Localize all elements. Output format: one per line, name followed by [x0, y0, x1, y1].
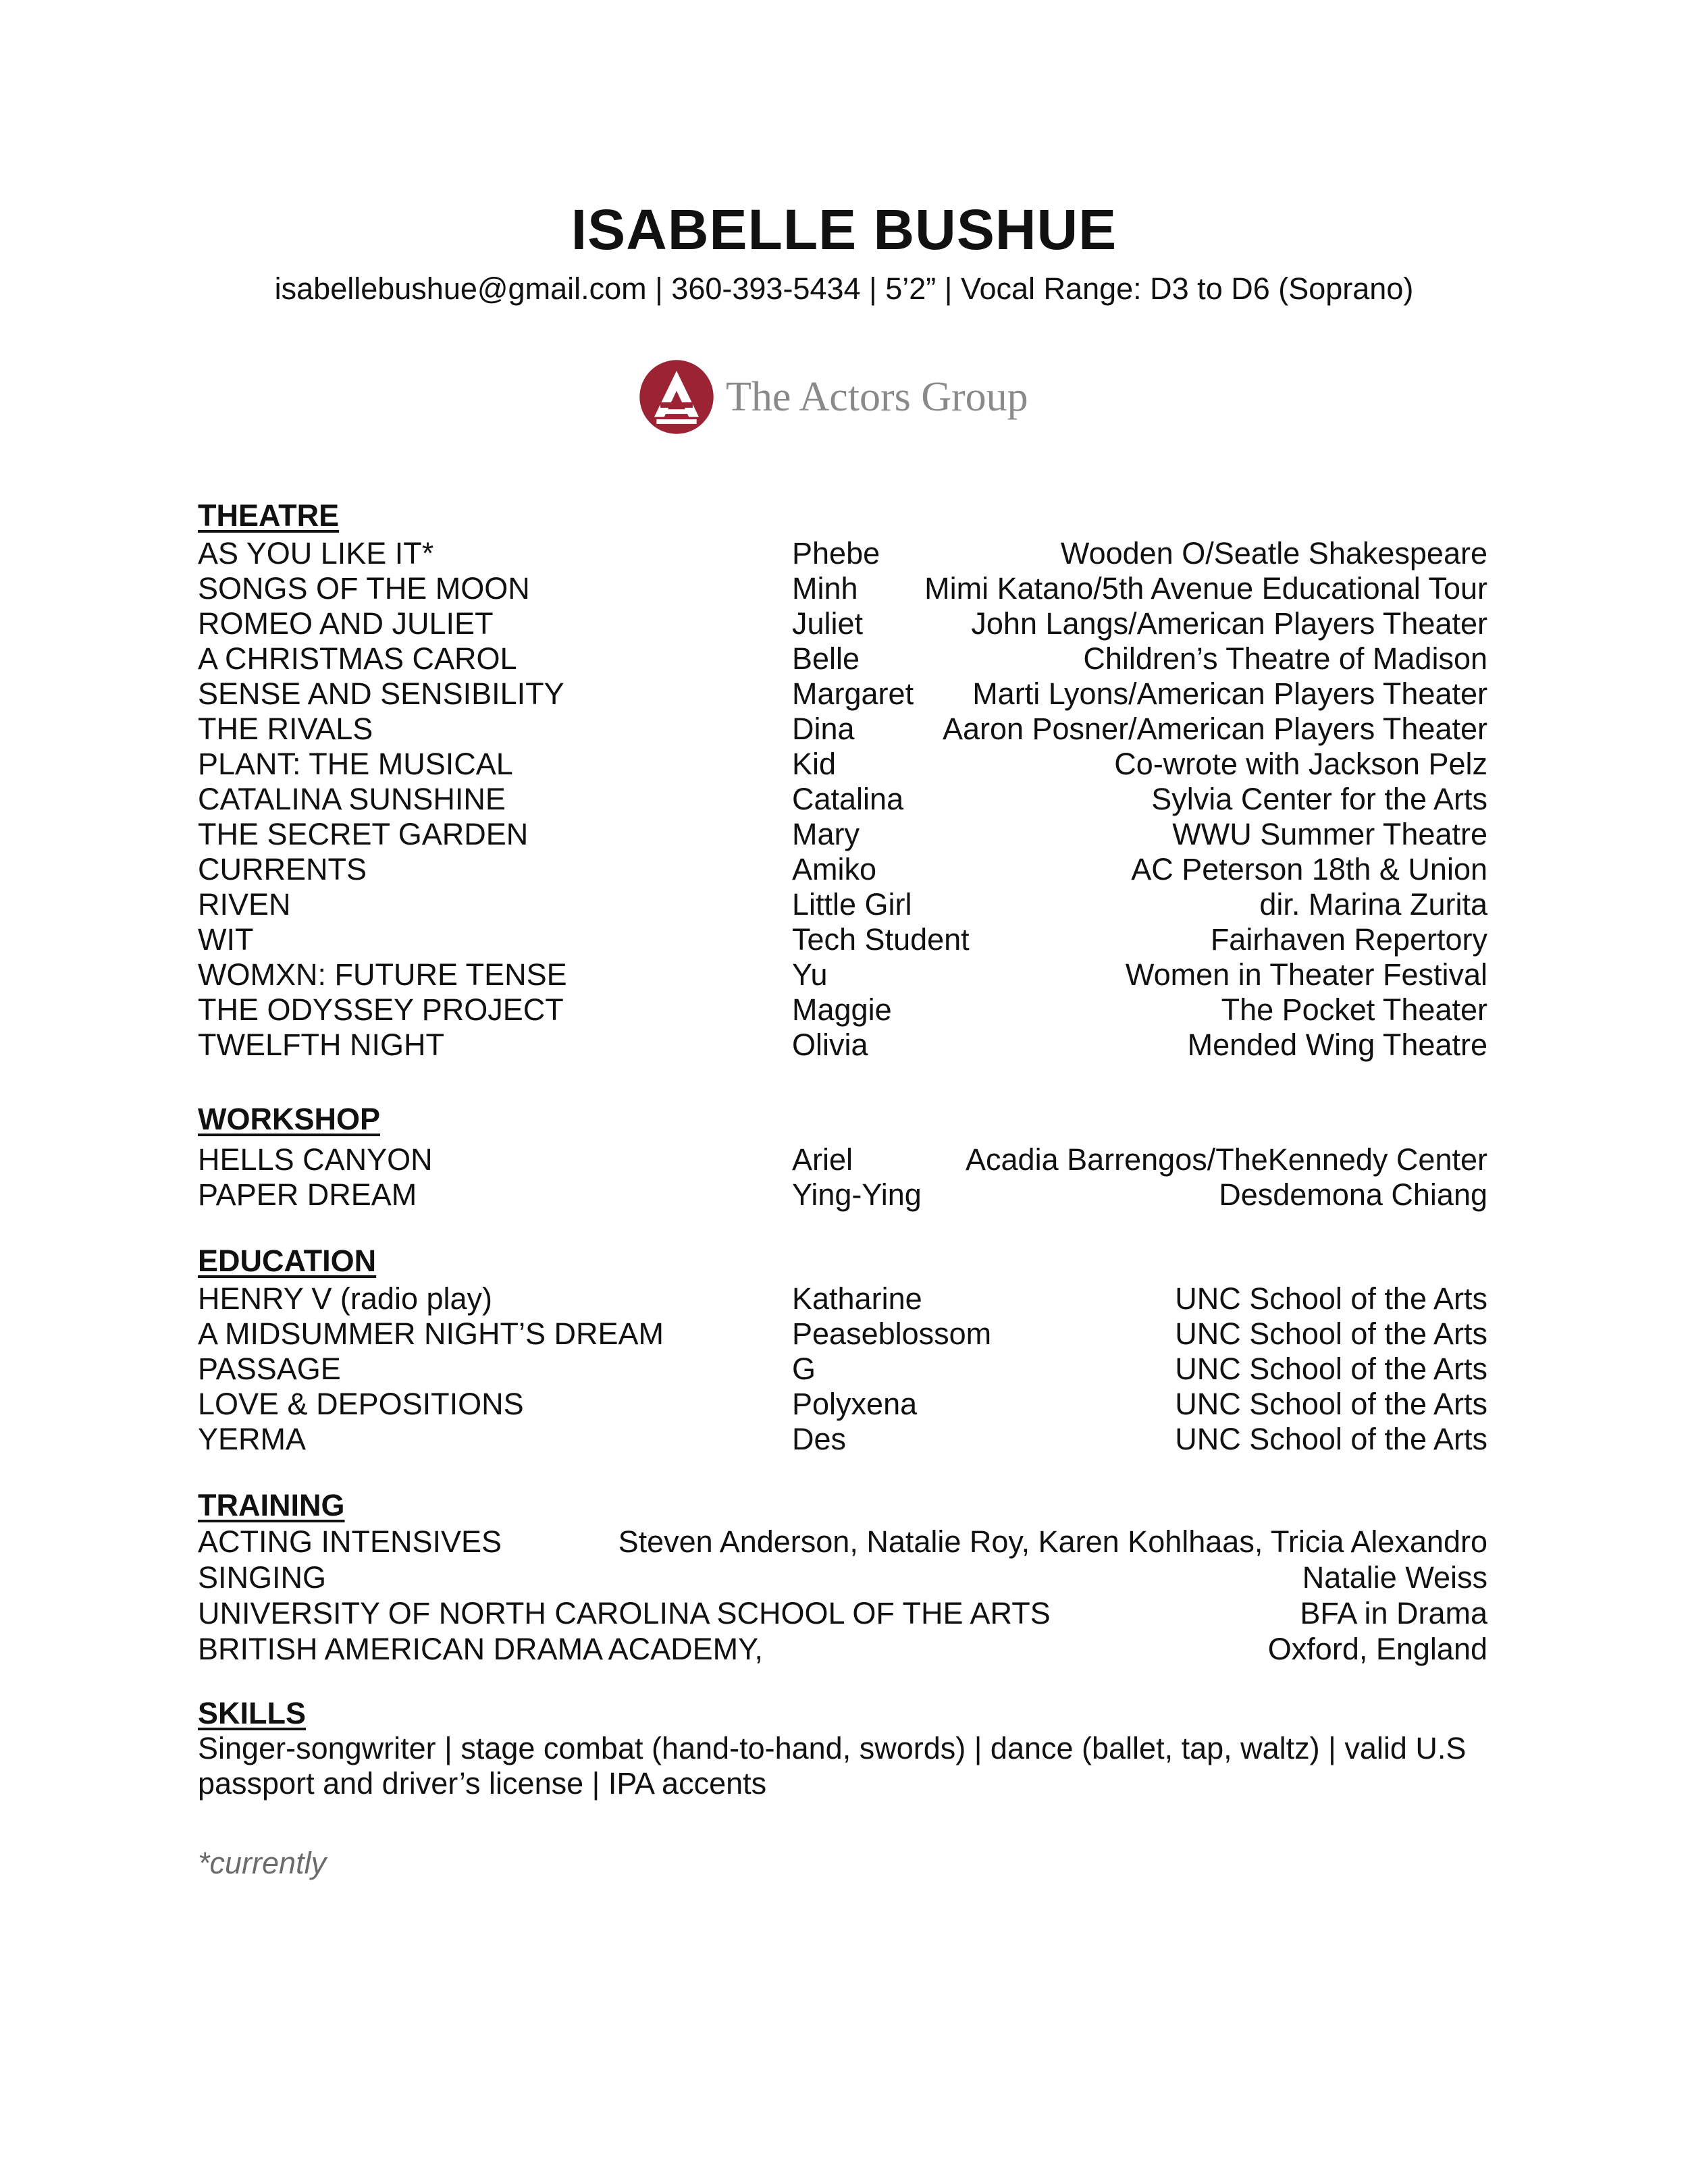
show-title: PAPER DREAM: [198, 1177, 417, 1212]
show-title: THE SECRET GARDEN: [198, 817, 529, 851]
role: Margaret: [792, 676, 914, 711]
training-subject: SINGING: [198, 1560, 327, 1595]
training-subject: UNIVERSITY OF NORTH CAROLINA SCHOOL OF THE ARTS: [198, 1596, 1051, 1630]
venue: Mended Wing Theatre: [1187, 1028, 1487, 1062]
training-heading: TRAINING: [198, 1488, 345, 1522]
show-title: LOVE & DEPOSITIONS: [198, 1387, 524, 1421]
education-row: [198, 1316, 1487, 1352]
show-title: YERMA: [198, 1422, 307, 1456]
role: G: [792, 1352, 816, 1386]
actors-group-a-logo-icon: [638, 358, 715, 435]
training-subject: BRITISH AMERICAN DRAMA ACADEMY,: [198, 1632, 763, 1666]
theatre-row: [198, 957, 1487, 992]
training-row: [198, 1596, 1487, 1631]
role: Tech Student: [792, 922, 970, 957]
training-row: [198, 1632, 1487, 1667]
role: Little Girl: [792, 887, 912, 922]
venue: AC Peterson 18th & Union: [1131, 852, 1487, 886]
education-row: [198, 1422, 1487, 1457]
show-title: SENSE AND SENSIBILITY: [198, 676, 564, 711]
role: Polyxena: [792, 1387, 918, 1421]
education-heading: EDUCATION: [198, 1244, 377, 1278]
workshop-row: [198, 1142, 1487, 1177]
role: Olivia: [792, 1028, 868, 1062]
role: Minh: [792, 571, 858, 606]
show-title: THE RIVALS: [198, 712, 373, 746]
workshop-heading: WORKSHOP: [198, 1102, 380, 1136]
venue: Women in Theater Festival: [1125, 957, 1487, 992]
venue: UNC School of the Arts: [1175, 1352, 1487, 1386]
venue: The Pocket Theater: [1221, 992, 1487, 1027]
role: Dina: [792, 712, 855, 746]
venue: Aaron Posner/American Players Theater: [942, 712, 1487, 746]
role: Belle: [792, 641, 860, 676]
show-title: AS YOU LIKE IT*: [198, 536, 434, 570]
show-title: RIVEN: [198, 887, 291, 922]
training-detail: BFA in Drama: [1300, 1596, 1487, 1630]
venue: Desdemona Chiang: [1219, 1177, 1487, 1212]
theatre-row: [198, 852, 1487, 887]
theatre-heading: THEATRE: [198, 498, 340, 533]
theatre-row: [198, 606, 1487, 641]
theatre-row: [198, 922, 1487, 957]
theatre-row: [198, 992, 1487, 1028]
education-row: [198, 1387, 1487, 1422]
training-detail: Steven Anderson, Natalie Roy, Karen Kohlhaas, Tricia Alexandro: [618, 1524, 1487, 1559]
venue: Fairhaven Repertory: [1210, 922, 1487, 957]
show-title: ROMEO AND JULIET: [198, 606, 494, 641]
show-title: WOMXN: FUTURE TENSE: [198, 957, 567, 992]
theatre-row: [198, 641, 1487, 676]
theatre-row: [198, 782, 1487, 817]
role: Ying-Ying: [792, 1177, 922, 1212]
venue: Children’s Theatre of Madison: [1083, 641, 1487, 676]
role: Mary: [792, 817, 860, 851]
role: Juliet: [792, 606, 864, 641]
role: Katharine: [792, 1281, 922, 1316]
venue: dir. Marina Zurita: [1259, 887, 1487, 922]
workshop-row: [198, 1177, 1487, 1213]
role: Amiko: [792, 852, 877, 886]
training-row: [198, 1524, 1487, 1560]
venue: Acadia Barrengos/TheKennedy Center: [966, 1142, 1487, 1177]
show-title: SONGS OF THE MOON: [198, 571, 530, 606]
theatre-row: [198, 1028, 1487, 1063]
theatre-row: [198, 887, 1487, 922]
role: Maggie: [792, 992, 892, 1027]
role: Catalina: [792, 782, 904, 816]
theatre-row: [198, 712, 1487, 747]
venue: Sylvia Center for the Arts: [1151, 782, 1487, 816]
show-title: A MIDSUMMER NIGHT’S DREAM: [198, 1316, 664, 1351]
actor-name: ISABELLE BUSHUE: [571, 198, 1117, 261]
show-title: HENRY V (radio play): [198, 1281, 493, 1316]
skills-text: Singer-songwriter | stage combat (hand-to-hand, swords) | dance (ballet, tap, waltz) | valid U.S passport and driver’s license | IPA accents: [198, 1731, 1467, 1801]
show-title: CATALINA SUNSHINE: [198, 782, 506, 816]
theatre-row: [198, 817, 1487, 852]
footnote: *currently: [198, 1846, 327, 1880]
show-title: HELLS CANYON: [198, 1142, 433, 1177]
venue: UNC School of the Arts: [1175, 1316, 1487, 1351]
agency-logo: [638, 358, 1028, 436]
role: Kid: [792, 747, 837, 781]
education-row: [198, 1352, 1487, 1387]
venue: UNC School of the Arts: [1175, 1281, 1487, 1316]
show-title: WIT: [198, 922, 254, 957]
venue: John Langs/American Players Theater: [971, 606, 1487, 641]
role: Ariel: [792, 1142, 853, 1177]
venue: Co-wrote with Jackson Pelz: [1114, 747, 1487, 781]
venue: Wooden O/Seatle Shakespeare: [1060, 536, 1487, 570]
agency-name: The Actors Group: [726, 374, 1028, 420]
show-title: A CHRISTMAS CAROL: [198, 641, 517, 676]
show-title: CURRENTS: [198, 852, 367, 886]
show-title: THE ODYSSEY PROJECT: [198, 992, 564, 1027]
training-detail: Oxford, England: [1267, 1632, 1487, 1666]
education-row: [198, 1281, 1487, 1316]
theatre-row: [198, 571, 1487, 606]
theatre-row: [198, 676, 1487, 712]
role: Peaseblossom: [792, 1316, 992, 1351]
skills-heading: SKILLS: [198, 1696, 307, 1730]
contact-line: isabellebushue@gmail.com | 360-393-5434 | 5’2” | Vocal Range: D3 to D6 (Soprano): [274, 271, 1414, 306]
venue: UNC School of the Arts: [1175, 1387, 1487, 1421]
theatre-row: [198, 747, 1487, 782]
venue: WWU Summer Theatre: [1172, 817, 1487, 851]
show-title: PASSAGE: [198, 1352, 341, 1386]
training-subject: ACTING INTENSIVES: [198, 1524, 502, 1559]
venue: Mimi Katano/5th Avenue Educational Tour: [924, 571, 1487, 606]
role: Des: [792, 1422, 847, 1456]
show-title: PLANT: THE MUSICAL: [198, 747, 513, 781]
role: Yu: [792, 957, 828, 992]
role: Phebe: [792, 536, 880, 570]
training-row: [198, 1560, 1487, 1595]
theatre-row: [198, 536, 1487, 571]
training-detail: Natalie Weiss: [1302, 1560, 1487, 1595]
venue: Marti Lyons/American Players Theater: [972, 676, 1487, 711]
venue: UNC School of the Arts: [1175, 1422, 1487, 1456]
show-title: TWELFTH NIGHT: [198, 1028, 444, 1062]
